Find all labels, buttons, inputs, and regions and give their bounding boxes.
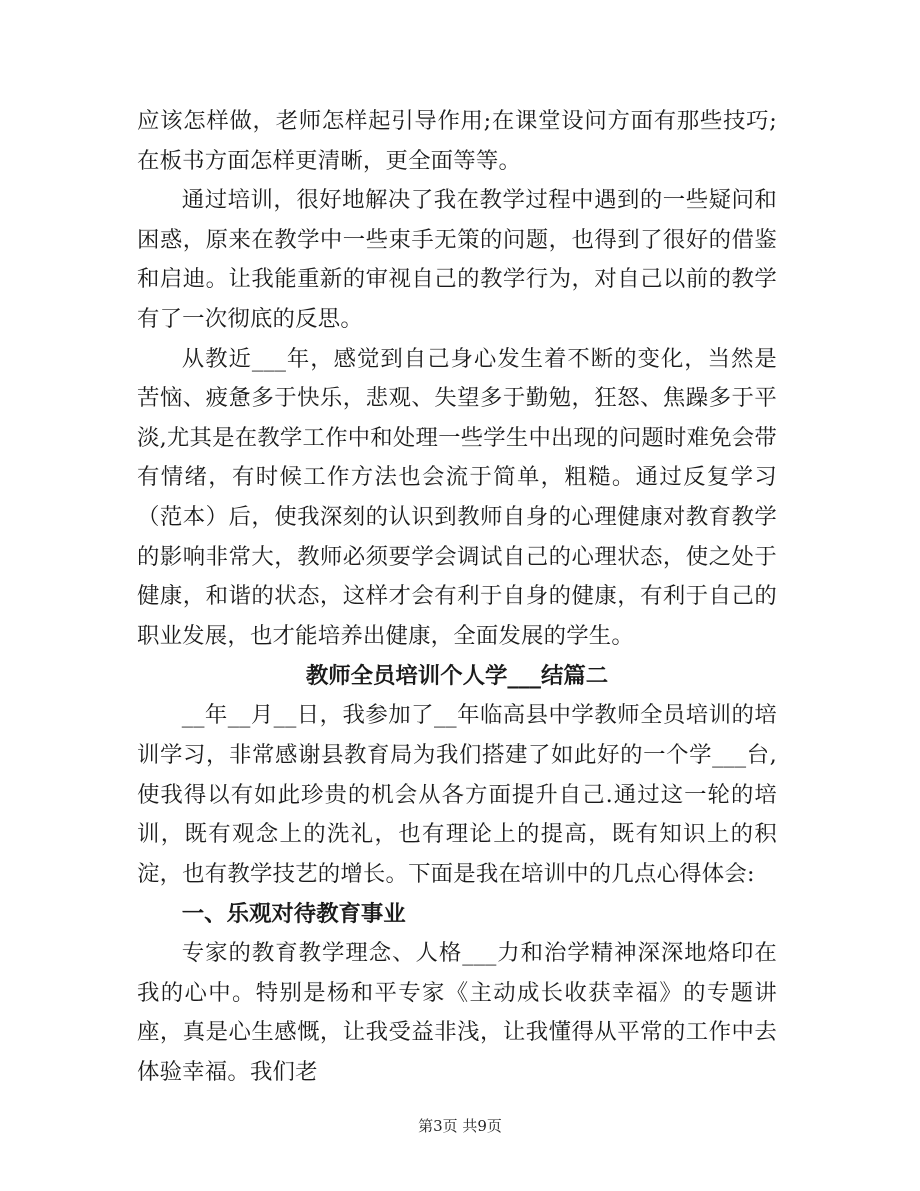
paragraph-training-benefits: 通过培训，很好地解决了我在教学过程中遇到的一些疑问和困惑，原来在教学中一些束手无策的问题，也得到了很好的借鉴和启迪。让我能重新的审视自己的教学行为，对自己以前的教学有了一次彻底的反思。 xyxy=(137,187,777,332)
page-number-footer: 第3页 共9页 xyxy=(418,1117,502,1135)
paragraph-expert-lecture: 专家的教育教学理念、人格___力和治学精神深深地烙印在我的心中。特别是杨和平专家《主动成长收获幸福》的专题讲座，真是心生感慨，让我受益非浅，让我懂得从平常的工作中去体验幸福。我们老 xyxy=(137,940,777,1086)
paragraph-training-intro: __年__月__日，我参加了__年临高县中学教师全员培训的培训学习，非常感谢县教育局为我们搭建了如此好的一个学___台,使我得以有如此珍贵的机会从各方面提升自己.通过这一轮的培训，既有观念上的洗礼，也有理论上的提高，既有知识上的积淀，也有教学技艺的增长。下面是我在培训中的几点心得体会: xyxy=(137,702,777,887)
section-title: 教师全员培训个人学___结篇二 xyxy=(305,663,609,690)
subheading-optimism: 一、乐观对待教育事业 xyxy=(181,901,406,928)
paragraph-teaching-reflection: 从教近___年，感觉到自己身心发生着不断的变化，当然是苦恼、疲惫多于快乐，悲观、失望多于勤勉，狂怒、焦躁多于平淡,尤其是在教学工作中和处理一些学生中出现的问题时难免会带有情绪，有时候工作方法也会流于简单，粗糙。通过反复学习（范本）后，使我深刻的认识到教师自身的心理健康对教育教学的影响非常大，教师必须要学会调试自己的心理状态，使之处于健康，和谐的状态，这样才会有利于自身的健康，有利于自己的职业发展，也才能培养出健康，全面发展的学生。 xyxy=(137,345,777,649)
page-body xyxy=(137,102,777,1093)
paragraph-continuation: 应该怎样做，老师怎样起引导作用;在课堂设问方面有那些技巧;在板书方面怎样更清晰，更全面等等。 xyxy=(137,108,777,174)
